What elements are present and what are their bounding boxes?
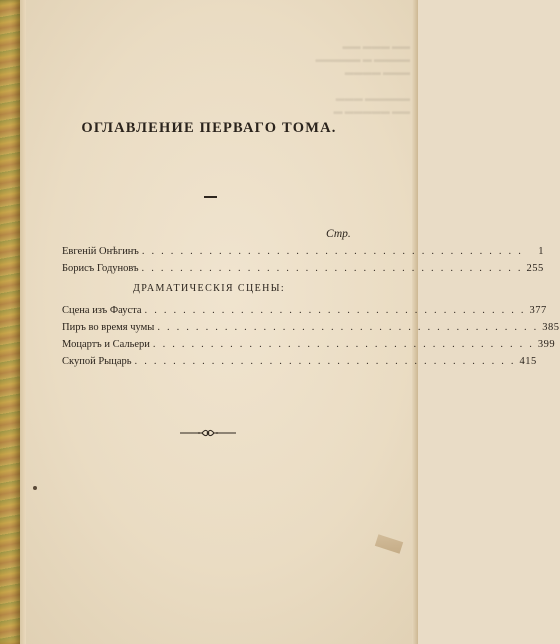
toc-entry (62, 339, 556, 350)
toc-entry-title: Моцартъ и Сальери (62, 339, 150, 350)
toc-leader-dots: . . . . . . . . . . . . . . . . . . . . . . . . . . . . . . . . . . . . . . . . (144, 305, 526, 316)
section-heading: ДРАМАТИЧЕСКІЯ СЦЕНЫ: (132, 283, 286, 294)
toc-entry-page: 399 (537, 339, 556, 350)
page-gutter (20, 0, 26, 644)
toc-entry (62, 246, 545, 257)
show-through-texture: ▬▬ ▬▬▬ ▬▬ ▬▬▬▬ ▬ ▬▬▬▬▬ ▬▬▬ ▬▬▬▬ ▬▬▬▬▬ ▬▬▬ ▬▬ ▬▬▬▬▬ ▬ (315, 41, 410, 116)
toc-entry-page: 1 (538, 246, 545, 257)
toc-entry-page: 385 (542, 322, 560, 333)
toc-leader-dots: . . . . . . . . . . . . . . . . . . . . . . . . . . . . . . . . . . . . . . . . (141, 246, 524, 257)
toc-entry-page: 255 (526, 263, 544, 274)
marbled-binding-edge (0, 0, 21, 644)
toc-entry-page: 377 (529, 305, 547, 316)
toc-entry (62, 356, 537, 367)
toc-entry-title: Евгеній Онѣгинъ (62, 246, 139, 257)
toc-entry (62, 305, 547, 316)
page-title: ОГЛАВЛЕНИЕ ПЕРВАГО ТОМА. (81, 120, 337, 136)
paper-tear (375, 534, 403, 553)
toc-leader-dots: . . . . . . . . . . . . . . . . . . . . . . . . . . . . . . . . . . . . . . . . (152, 339, 535, 350)
toc-leader-dots: . . . . . . . . . . . . . . . . . . . . . . . . . . . . . . . . . . . . . . . . (141, 263, 523, 274)
toc-entry (62, 322, 560, 333)
ink-spot (33, 486, 37, 490)
ornament-divider (178, 428, 238, 438)
toc-entry-title: Сцена изъ Фауста (62, 305, 142, 316)
toc-entry-title: Пиръ во время чумы (62, 322, 155, 333)
title-rule (204, 196, 217, 198)
toc-entry-title: Скупой Рыцарь (62, 356, 132, 367)
toc-entry (62, 263, 544, 274)
toc-leader-dots: . . . . . . . . . . . . . . . . . . . . . . . . . . . . . . . . . . . . . . . . (134, 356, 516, 367)
page-column-header: Стр. (326, 228, 351, 240)
toc-entry-page: 415 (519, 356, 537, 367)
toc-entry-title: Борисъ Годуновъ (62, 263, 139, 274)
toc-leader-dots: . . . . . . . . . . . . . . . . . . . . . . . . . . . . . . . . . . . . . . . . (157, 322, 539, 333)
